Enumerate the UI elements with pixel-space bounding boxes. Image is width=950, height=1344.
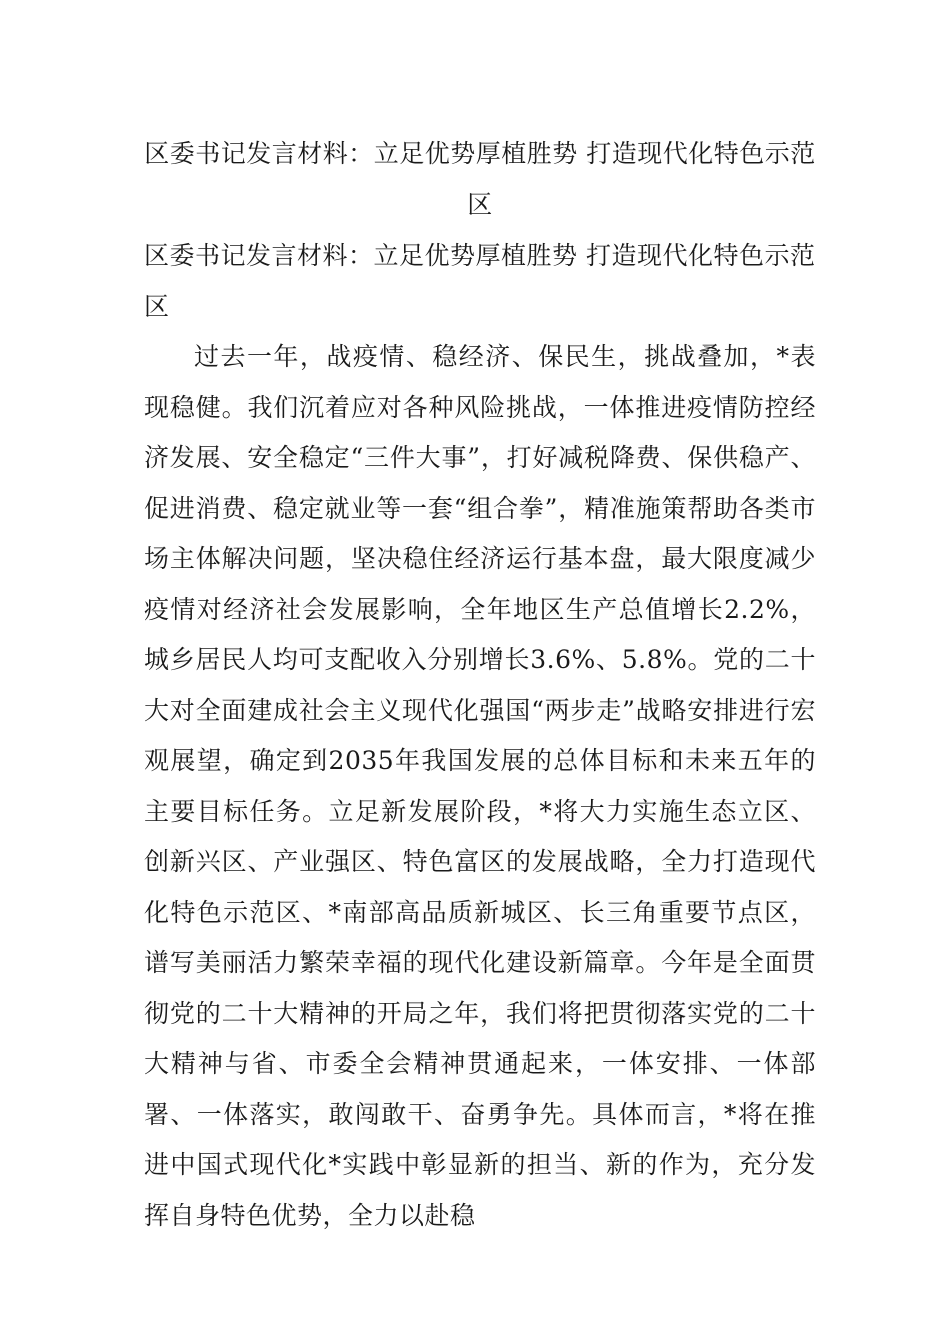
document-title: 区委书记发言材料：立足优势厚植胜势 打造现代化特色示范区	[144, 139, 816, 219]
document-subtitle: 区委书记发言材料：立足优势厚植胜势 打造现代化特色示范区	[144, 241, 816, 321]
body-paragraph: 过去一年，战疫情、稳经济、保民生，挑战叠加，*表现稳健。我们沉着应对各种风险挑战，一体推进疫情防控经济发展、安全稳定“三件大事”，打好减税降费、保供稳产、促进消费、稳定就业等一套“组合拳”，精准施策帮助各类市场主体解决问题，坚决稳住经济运行基本盘，最大限度减少疫情对经济社会发展影响，全年地区生产总值增长2.2%，城乡居民人均可支配收入分别增长3.6%、5.8%。党的二十大对全面建成社会主义现代化强国“两步走”战略安排进行宏观展望，确定到2035年我国发展的总体目标和未来五年的主要目标任务。立足新发展阶段，*将大力实施生态立区、创新兴区、产业强区、特色富区的发展战略，全力打造现代化特色示范区、*南部高品质新城区、长三角重要节点区，谱写美丽活力繁荣幸福的现代化建设新篇章。今年是全面贯彻党的二十大精神的开局之年，我们将把贯彻落实党的二十大精神与省、市委全会精神贯通起来，一体安排、一体部署、一体落实，敢闯敢干、奋勇争先。具体而言，*将在推进中国式现代化*实践中彰显新的担当、新的作为，充分发挥自身特色优势，全力以赴稳	[144, 342, 816, 1230]
document-page	[144, 128, 816, 1241]
